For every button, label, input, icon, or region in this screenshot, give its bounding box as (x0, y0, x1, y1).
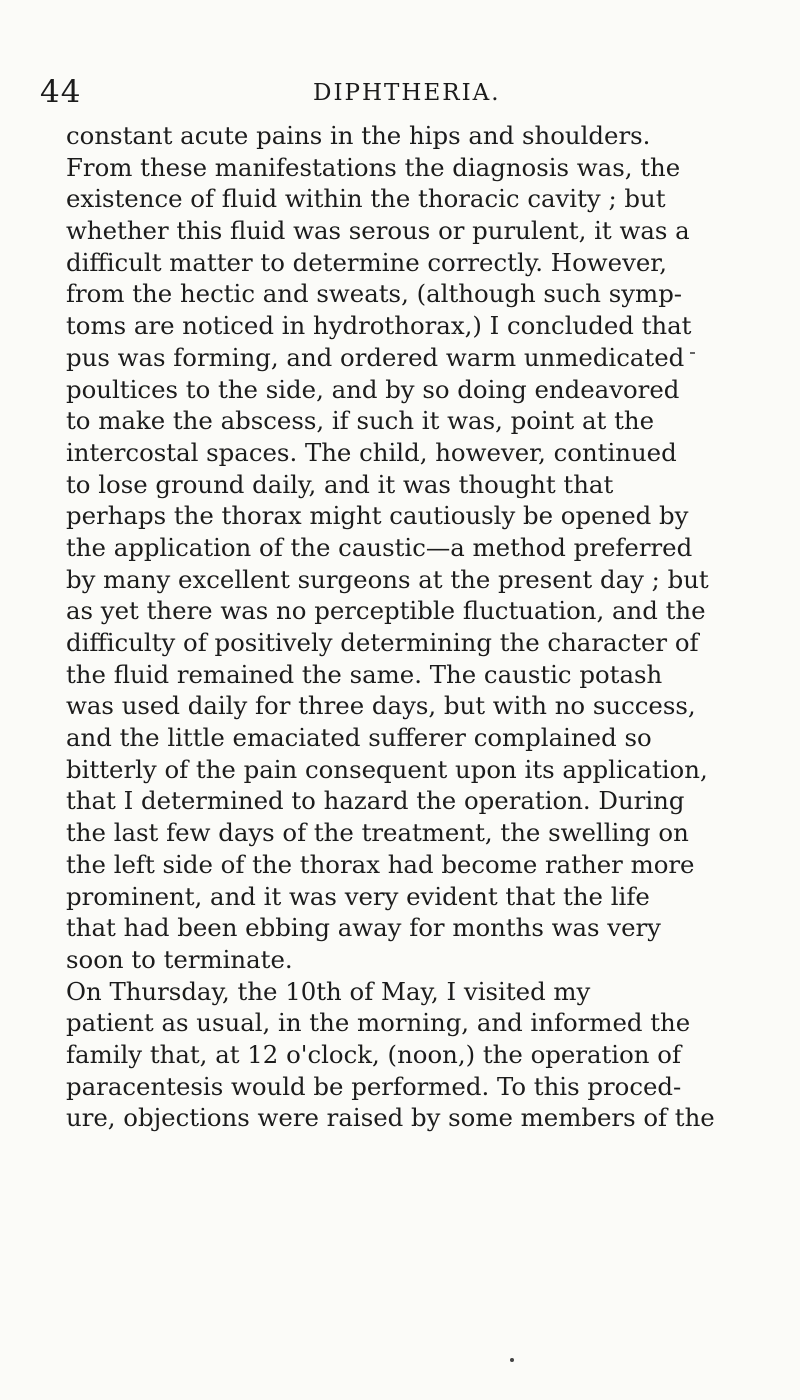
text-line: perhaps the thorax might cautiously be opened by (66, 501, 689, 531)
text-line: whether this fluid was serous or purulent, it was a (66, 216, 690, 246)
page-header (0, 72, 800, 112)
text-line: prominent, and it was very evident that the life (66, 881, 650, 911)
text-line: From these manifestations the diagnosis was, the (66, 152, 681, 182)
text-line: the application of the caustic—a method preferred (66, 532, 693, 562)
text-line: ure, objections were raised by some members of the (66, 1103, 715, 1133)
text-line: paracentesis would be performed. To this proced- (66, 1071, 682, 1101)
text-line: and the little emaciated sufferer complained so (66, 723, 652, 753)
text-line: soon to terminate. (66, 944, 293, 974)
text-line: pus was forming, and ordered warm unmedicated (66, 342, 685, 372)
text-line: bitterly of the pain consequent upon its application, (66, 754, 708, 784)
ink-mark (690, 352, 695, 354)
text-line: poultices to the side, and by so doing endeavored (66, 374, 680, 404)
text-line: family that, at 12 o'clock, (noon,) the operation of (66, 1039, 681, 1069)
text-line: from the hectic and sweats, (although such symp- (66, 279, 683, 309)
text-line: patient as usual, in the morning, and informed the (66, 1008, 691, 1038)
text-line: that had been ebbing away for months was very (66, 913, 661, 943)
text-line: the fluid remained the same. The caustic potash (66, 659, 663, 689)
text-line: constant acute pains in the hips and shoulders. (66, 121, 651, 150)
text-line: was used daily for three days, but with no success, (66, 691, 696, 721)
text-line: as yet there was no perceptible fluctuation, and the (66, 596, 706, 626)
text-line: by many excellent surgeons at the present day ; but (66, 564, 709, 594)
body-text (66, 120, 766, 1134)
text-line: the last few days of the treatment, the swelling on (66, 818, 689, 848)
text-line: difficult matter to determine correctly. However, (66, 247, 668, 277)
text-line: to make the abscess, if such it was, point at the (66, 406, 655, 436)
text-line: to lose ground daily, and it was thought that (66, 469, 614, 499)
text-line: that I determined to hazard the operation. During (66, 786, 685, 816)
text-line-paragraph-start: On Thursday, the 10th of May, I visited my (66, 976, 591, 1006)
text-line: intercostal spaces. The child, however, continued (66, 437, 677, 467)
text-line: the left side of the thorax had become rather more (66, 849, 695, 879)
running-head: DIPHTHERIA. (313, 80, 501, 106)
text-line: toms are noticed in hydrothorax,) I concluded that (66, 311, 692, 341)
text-line: difficulty of positively determining the character of (66, 628, 699, 657)
page-number: 44 (40, 74, 82, 110)
text-line: existence of fluid within the thoracic cavity ; but (66, 184, 666, 214)
ink-dot (510, 1358, 514, 1362)
